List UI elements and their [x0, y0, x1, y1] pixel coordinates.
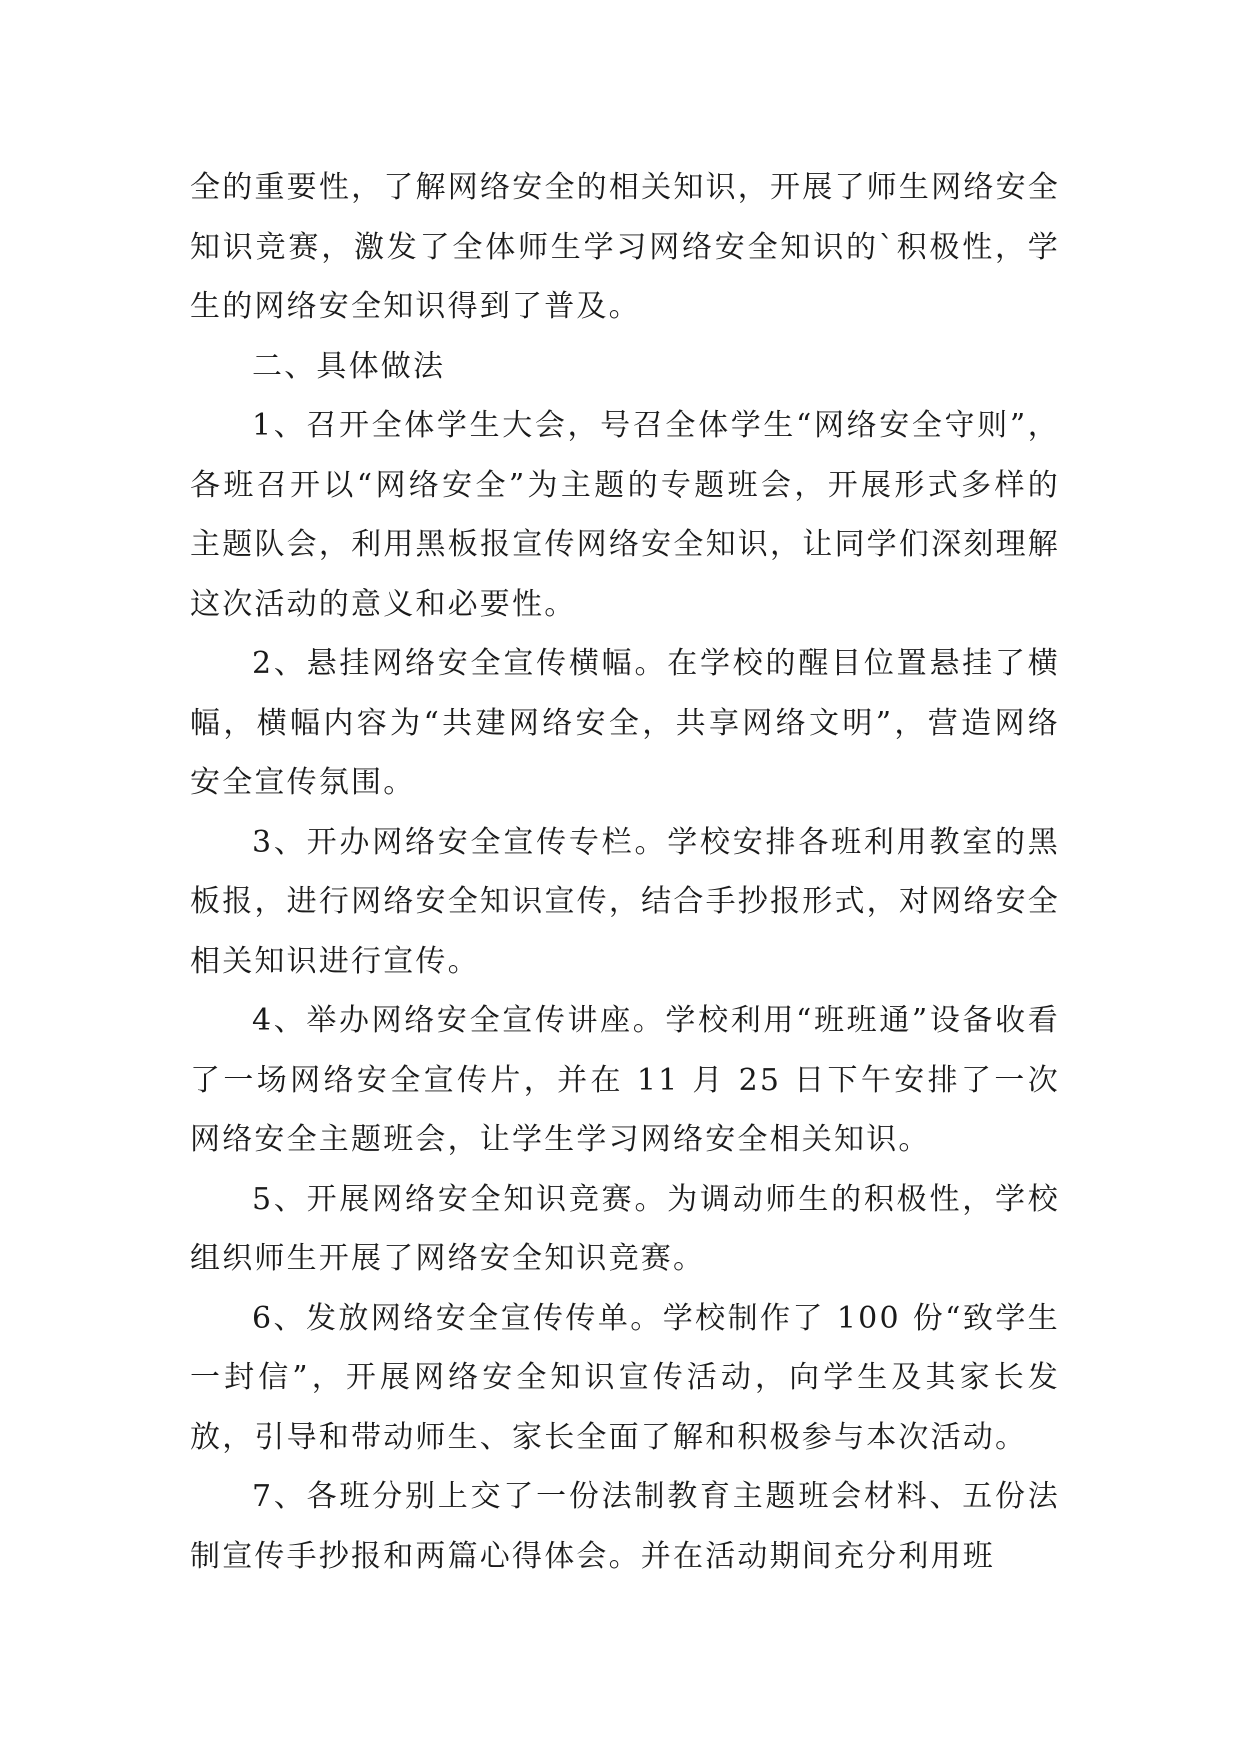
- paragraph-continuation: 全的重要性，了解网络安全的相关知识，开展了师生网络安全知识竞赛，激发了全体师生学习网络安全知识的`积极性，学生的网络安全知识得到了普及。: [190, 170, 1060, 324]
- paragraph-item-4: 4、举办网络安全宣传讲座。学校利用“班班通”设备收看了一场网络安全宣传片，并在 11 月 25 日下午安排了一次网络安全主题班会，让学生学习网络安全相关知识。: [190, 1003, 1060, 1157]
- paragraph-item-5: 5、开展网络安全知识竞赛。为调动师生的积极性，学校组织师生开展了网络安全知识竞赛。: [190, 1181, 1060, 1276]
- paragraph-item-3: 3、开办网络安全宣传专栏。学校安排各班利用教室的黑板报，进行网络安全知识宣传，结合手抄报形式，对网络安全相关知识进行宣传。: [190, 824, 1060, 979]
- section-heading: 二、具体做法: [252, 348, 446, 384]
- paragraph-item-7: 7、各班分别上交了一份法制教育主题班会材料、五份法制宣传手抄报和两篇心得体会。并在活动期间充分利用班: [190, 1479, 1060, 1574]
- paragraph-item-6: 6、发放网络安全宣传传单。学校制作了 100 份“致学生一封信”，开展网络安全知识宣传活动，向学生及其家长发放，引导和带动师生、家长全面了解和积极参与本次活动。: [190, 1300, 1060, 1455]
- document-body: [190, 158, 1060, 1586]
- paragraph-item-1: 1、召开全体学生大会，号召全体学生“网络安全守则”，各班召开以“网络安全”为主题的专题班会，开展形式多样的主题队会，利用黑板报宣传网络安全知识，让同学们深刻理解这次活动的意义和必要性。: [190, 408, 1060, 622]
- paragraph-item-2: 2、悬挂网络安全宣传横幅。在学校的醒目位置悬挂了横幅，横幅内容为“共建网络安全，共享网络文明”，营造网络安全宣传氛围。: [190, 646, 1060, 800]
